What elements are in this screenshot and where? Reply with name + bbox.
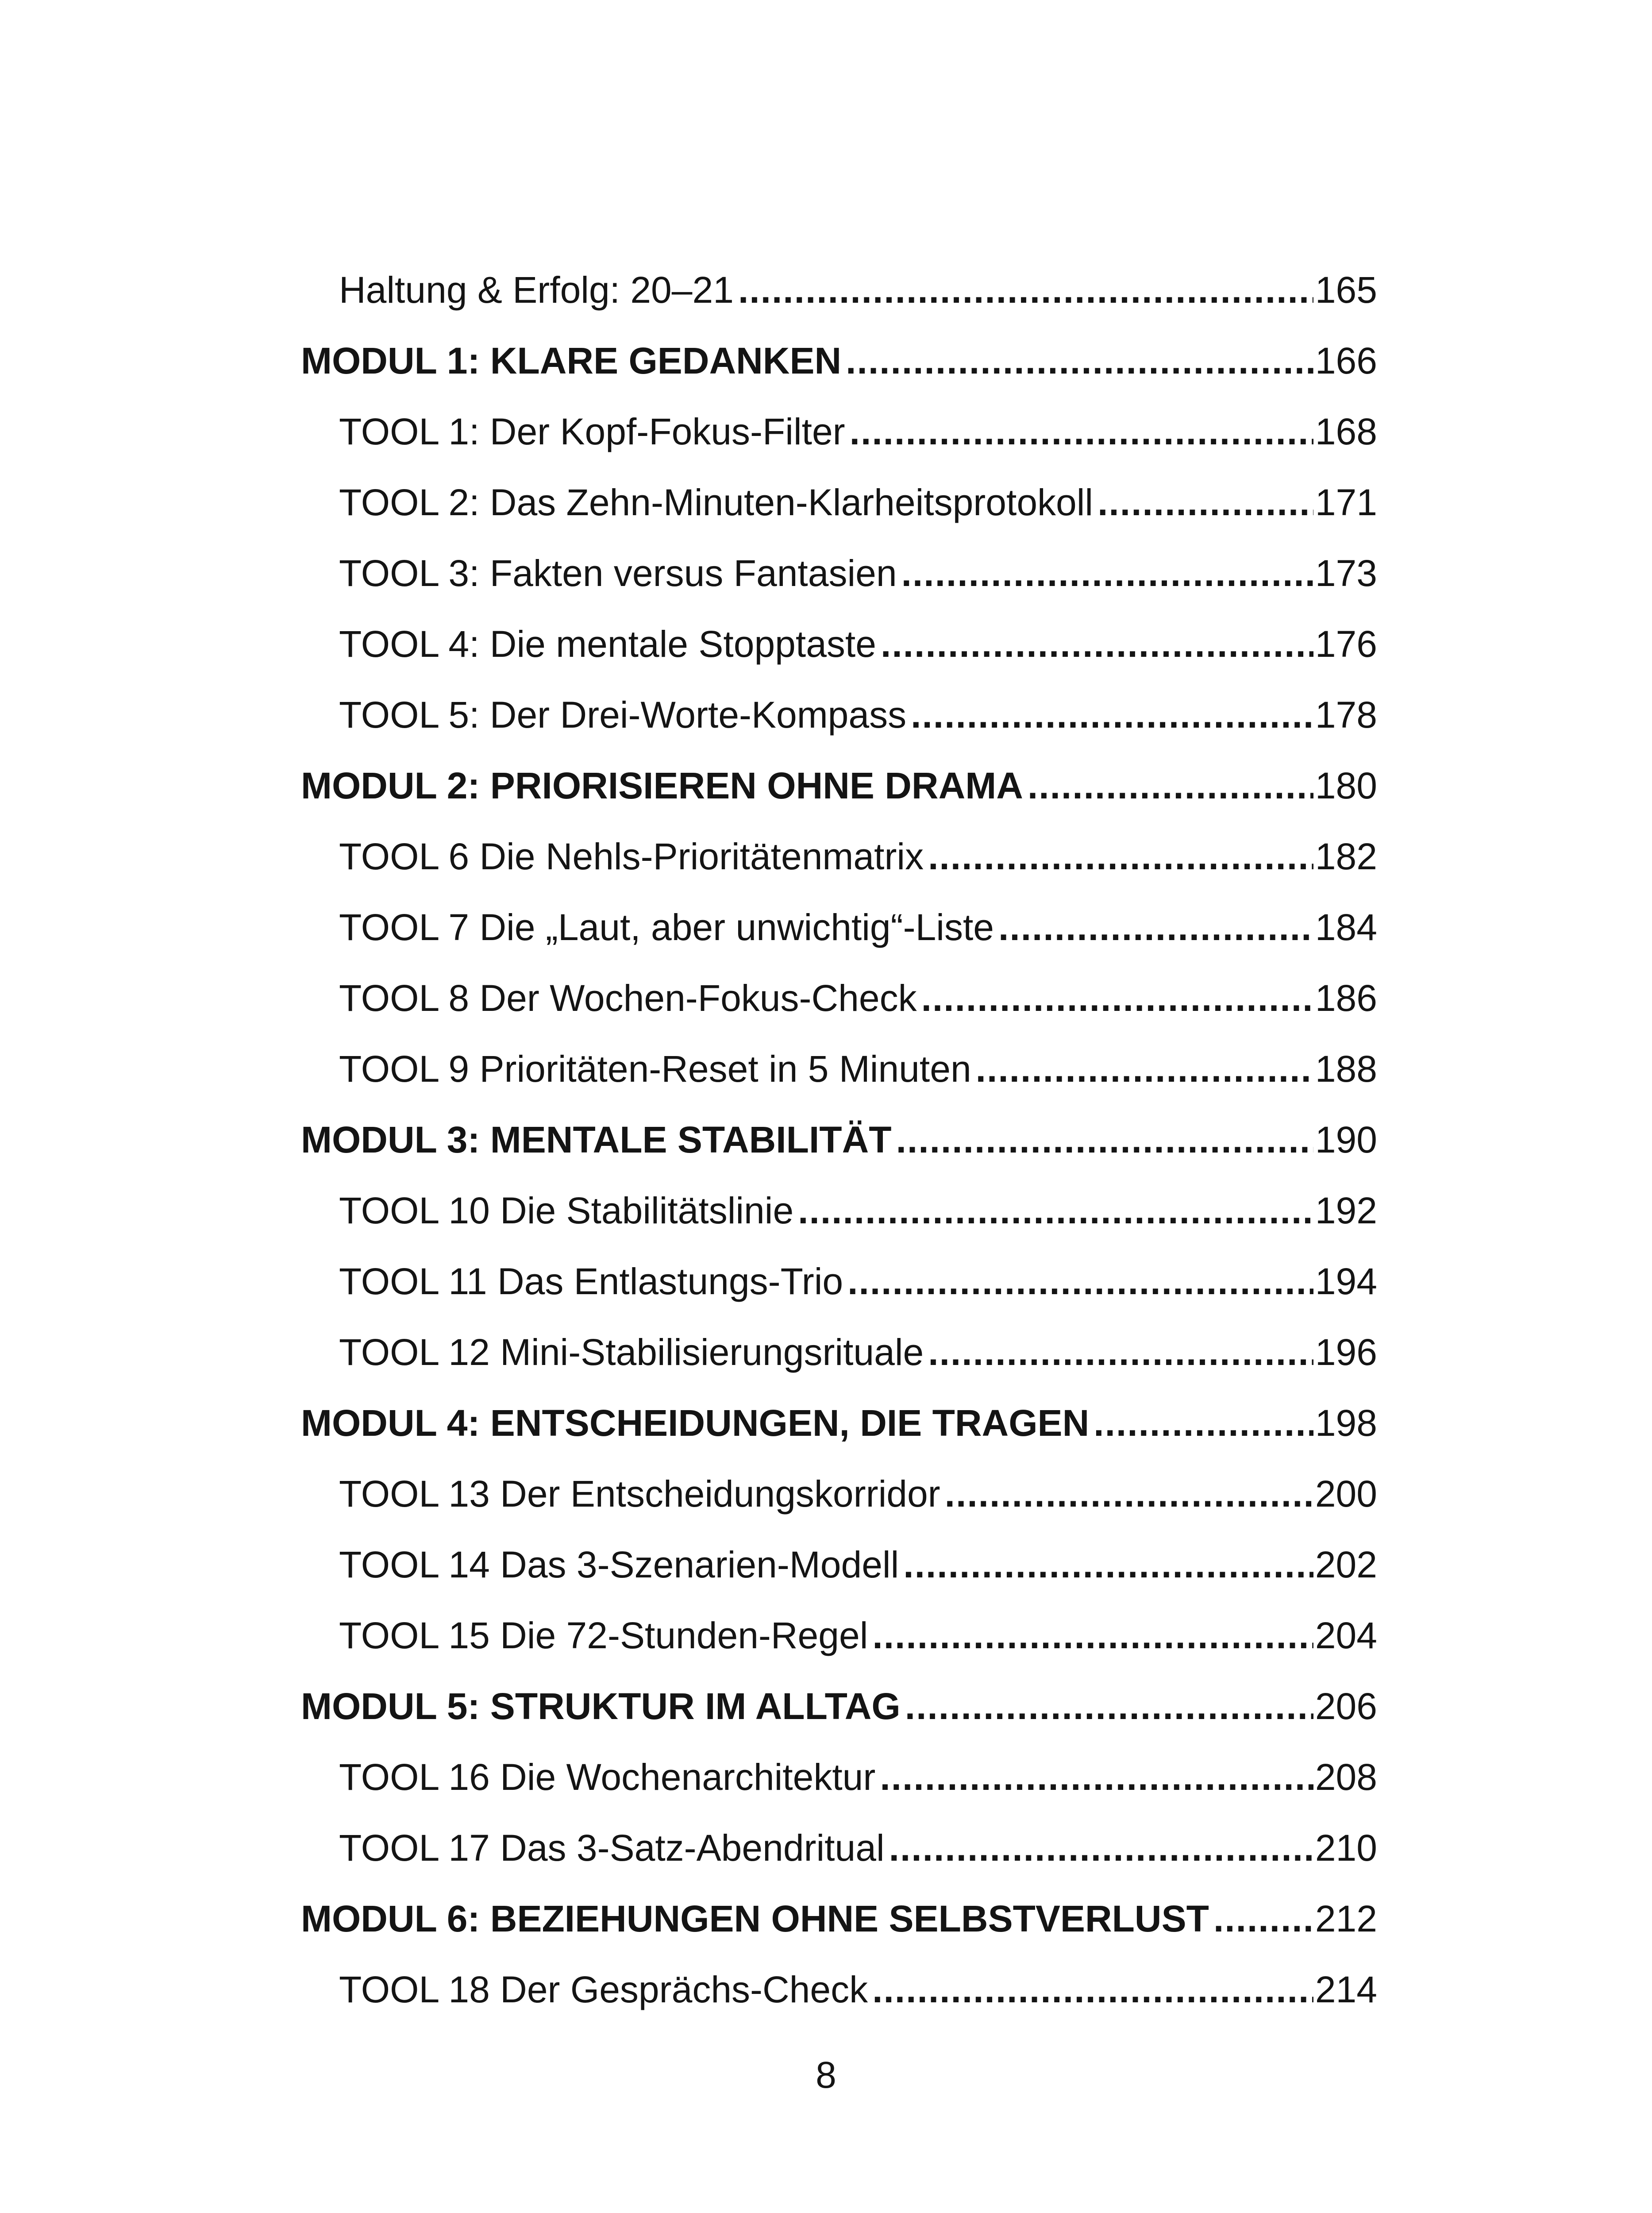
toc-entry bbox=[339, 611, 1377, 677]
toc-entry-page: 182 bbox=[1315, 836, 1377, 877]
toc-dot-leader bbox=[880, 1758, 1313, 1796]
toc-dot-leader bbox=[901, 555, 1313, 592]
toc-entry bbox=[339, 682, 1377, 748]
toc-entry-page: 204 bbox=[1315, 1615, 1377, 1656]
toc-entry bbox=[339, 1248, 1377, 1315]
toc-entry-page: 198 bbox=[1315, 1402, 1377, 1444]
toc-entry-title: MODUL 3: MENTALE STABILITÄT bbox=[301, 1119, 892, 1160]
toc-entry bbox=[339, 257, 1377, 323]
toc-dot-leader bbox=[928, 838, 1313, 875]
toc-module-entry bbox=[301, 1106, 1377, 1173]
toc-module-entry bbox=[301, 1673, 1377, 1739]
toc-entry bbox=[339, 540, 1377, 606]
toc-dot-leader bbox=[850, 413, 1313, 450]
toc-dot-leader bbox=[1028, 767, 1313, 804]
toc-entry-page: 200 bbox=[1315, 1473, 1377, 1515]
toc-entry bbox=[339, 823, 1377, 890]
toc-entry-page: 168 bbox=[1315, 411, 1377, 452]
toc-entry-page: 188 bbox=[1315, 1048, 1377, 1090]
toc-module-entry bbox=[301, 752, 1377, 819]
toc-entry-title: TOOL 5: Der Drei-Worte-Kompass bbox=[339, 694, 907, 736]
toc-entry bbox=[339, 1602, 1377, 1669]
toc-entry-title: MODUL 5: STRUKTUR IM ALLTAG bbox=[301, 1685, 901, 1727]
toc-entry-title: MODUL 2: PRIORISIEREN OHNE DRAMA bbox=[301, 765, 1023, 806]
toc-dot-leader bbox=[846, 342, 1313, 379]
toc-dot-leader bbox=[903, 1546, 1313, 1583]
toc-entry-title: TOOL 18 Der Gesprächs-Check bbox=[339, 1969, 868, 2010]
toc-entry-page: 208 bbox=[1315, 1756, 1377, 1798]
toc-entry-title: TOOL 9 Prioritäten-Reset in 5 Minuten bbox=[339, 1048, 971, 1090]
toc-entry-page: 194 bbox=[1315, 1261, 1377, 1302]
toc-dot-leader bbox=[911, 696, 1313, 733]
toc-entry bbox=[339, 469, 1377, 536]
toc-entry-title: TOOL 2: Das Zehn-Minuten-Klarheitsprotokoll bbox=[339, 482, 1094, 523]
page-number: 8 bbox=[816, 2054, 836, 2096]
toc-entry-page: 214 bbox=[1315, 1969, 1377, 2010]
toc-dot-leader bbox=[738, 271, 1313, 308]
toc-entry bbox=[339, 1531, 1377, 1598]
toc-dot-leader bbox=[998, 909, 1313, 946]
toc-dot-leader bbox=[847, 1263, 1313, 1300]
toc-dot-leader bbox=[881, 625, 1313, 663]
toc-entry-page: 190 bbox=[1315, 1119, 1377, 1160]
toc-entry bbox=[339, 1036, 1377, 1102]
toc-entry-page: 210 bbox=[1315, 1827, 1377, 1869]
toc-entry-page: 176 bbox=[1315, 623, 1377, 665]
toc-entry-page: 206 bbox=[1315, 1685, 1377, 1727]
toc-entry-title: TOOL 8 Der Wochen-Fokus-Check bbox=[339, 977, 917, 1019]
toc-entry-title: TOOL 13 Der Entscheidungskorridor bbox=[339, 1473, 940, 1515]
toc-dot-leader bbox=[1094, 1404, 1313, 1442]
toc-entry-title: TOOL 7 Die „Laut, aber unwichtig“-Liste bbox=[339, 906, 994, 948]
toc-dot-leader bbox=[1097, 484, 1313, 521]
toc-dot-leader bbox=[798, 1192, 1313, 1229]
toc-entry bbox=[339, 1319, 1377, 1385]
toc-entry-page: 173 bbox=[1315, 552, 1377, 594]
toc-entry-title: TOOL 10 Die Stabilitätslinie bbox=[339, 1190, 794, 1231]
toc-entry bbox=[339, 894, 1377, 960]
toc-entry-page: 171 bbox=[1315, 482, 1377, 523]
toc-entry-page: 212 bbox=[1315, 1898, 1377, 1939]
toc-module-entry bbox=[301, 1390, 1377, 1456]
toc-entry-title: TOOL 3: Fakten versus Fantasien bbox=[339, 552, 897, 594]
toc-entry bbox=[339, 1956, 1377, 2023]
toc-entry bbox=[339, 398, 1377, 465]
toc-entry bbox=[339, 965, 1377, 1031]
toc-module-entry bbox=[301, 328, 1377, 394]
toc-module-entry bbox=[301, 1885, 1377, 1952]
toc-entry-page: 165 bbox=[1315, 269, 1377, 311]
toc-entry-title: Haltung & Erfolg: 20–21 bbox=[339, 269, 734, 311]
toc-dot-leader bbox=[889, 1829, 1313, 1866]
toc-entry-page: 202 bbox=[1315, 1544, 1377, 1585]
toc-dot-leader bbox=[928, 1334, 1313, 1371]
toc-entry-page: 186 bbox=[1315, 977, 1377, 1019]
toc-entry bbox=[339, 1461, 1377, 1527]
toc-dot-leader bbox=[921, 979, 1313, 1017]
toc-entry-title: TOOL 16 Die Wochenarchitektur bbox=[339, 1756, 876, 1798]
toc-entry-page: 166 bbox=[1315, 340, 1377, 382]
toc-dot-leader bbox=[976, 1050, 1313, 1087]
toc-entry-page: 180 bbox=[1315, 765, 1377, 806]
toc-entry-title: TOOL 6 Die Nehls-Prioritätenmatrix bbox=[339, 836, 924, 877]
toc-entry-page: 184 bbox=[1315, 906, 1377, 948]
toc-dot-leader bbox=[1213, 1900, 1313, 1937]
toc-entry-title: MODUL 1: KLARE GEDANKEN bbox=[301, 340, 842, 382]
toc-entry-title: TOOL 15 Die 72-Stunden-Regel bbox=[339, 1615, 868, 1656]
toc-entry-page: 192 bbox=[1315, 1190, 1377, 1231]
toc-entry bbox=[339, 1815, 1377, 1881]
toc-entry-title: TOOL 17 Das 3-Satz-Abendritual bbox=[339, 1827, 885, 1869]
toc-entry-title: TOOL 4: Die mentale Stopptaste bbox=[339, 623, 876, 665]
toc-dot-leader bbox=[896, 1121, 1313, 1158]
toc-entry-page: 196 bbox=[1315, 1331, 1377, 1373]
toc-dot-leader bbox=[945, 1475, 1313, 1512]
toc-entry bbox=[339, 1744, 1377, 1810]
toc-entry-page: 178 bbox=[1315, 694, 1377, 736]
toc-dot-leader bbox=[872, 1971, 1313, 2008]
toc-entry-title: MODUL 4: ENTSCHEIDUNGEN, DIE TRAGEN bbox=[301, 1402, 1090, 1444]
toc-entry-title: TOOL 12 Mini-Stabilisierungsrituale bbox=[339, 1331, 924, 1373]
toc-entry-title: TOOL 1: Der Kopf-Fokus-Filter bbox=[339, 411, 845, 452]
toc-dot-leader bbox=[905, 1688, 1313, 1725]
toc-entry-title: MODUL 6: BEZIEHUNGEN OHNE SELBSTVERLUST bbox=[301, 1898, 1209, 1939]
toc-entry bbox=[339, 1177, 1377, 1244]
toc-entry-title: TOOL 14 Das 3-Szenarien-Modell bbox=[339, 1544, 899, 1585]
toc-dot-leader bbox=[872, 1617, 1313, 1654]
toc-entry-title: TOOL 11 Das Entlastungs-Trio bbox=[339, 1261, 843, 1302]
